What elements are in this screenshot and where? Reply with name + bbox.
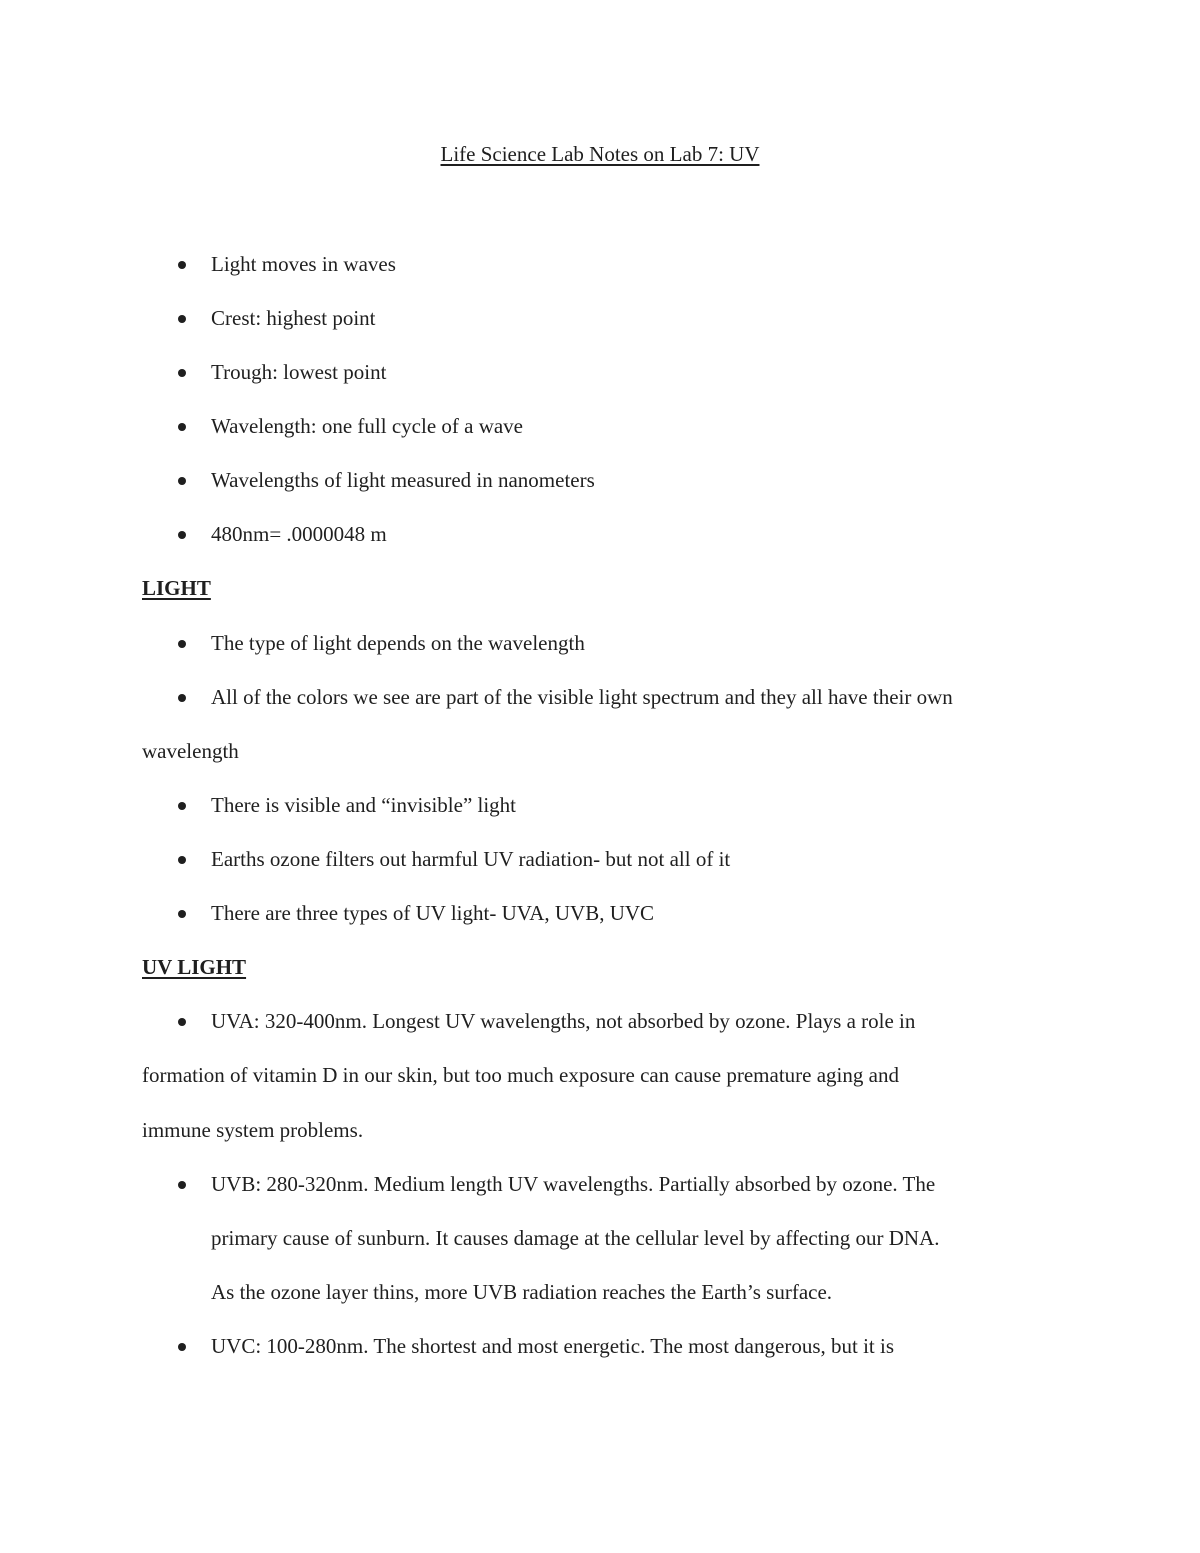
list-item: Earths ozone filters out harmful UV radiation- but not all of it	[211, 847, 731, 871]
list-item: The type of light depends on the wavelength	[211, 631, 585, 655]
list-item: UVB: 280-320nm. Medium length UV wavelengths. Partially absorbed by ozone. The	[211, 1172, 936, 1196]
list-item-continuation: primary cause of sunburn. It causes damage at the cellular level by affecting our DNA.	[211, 1226, 940, 1250]
list-item: 480nm= .0000048 m	[211, 522, 387, 546]
list-item: UVC: 100-280nm. The shortest and most energetic. The most dangerous, but it is	[211, 1334, 895, 1358]
bullet-dot	[178, 694, 186, 702]
bullet-dot	[178, 423, 186, 431]
bullet-dot	[178, 369, 186, 377]
bullet-dot	[178, 531, 186, 539]
list-item: There is visible and “invisible” light	[211, 793, 517, 817]
section-heading-uv-light: UV LIGHT	[142, 955, 247, 979]
bullet-dot	[178, 910, 186, 918]
list-item: Light moves in waves	[211, 252, 396, 276]
list-item: There are three types of UV light- UVA, UVB, UVC	[211, 901, 655, 925]
list-item-continuation: immune system problems.	[142, 1118, 364, 1142]
bullet-dot	[178, 477, 186, 485]
list-item: Crest: highest point	[211, 306, 376, 330]
list-item: UVA: 320-400nm. Longest UV wavelengths, not absorbed by ozone. Plays a role in	[211, 1009, 916, 1033]
bullet-dot	[178, 1343, 186, 1351]
bullet-dot	[178, 315, 186, 323]
page-title: Life Science Lab Notes on Lab 7: UV	[440, 142, 760, 166]
bullet-dot	[178, 640, 186, 648]
bullet-dot	[178, 802, 186, 810]
list-item: All of the colors we see are part of the visible light spectrum and they all have their own	[211, 685, 953, 709]
list-item-continuation: formation of vitamin D in our skin, but too much exposure can cause premature aging and	[142, 1063, 899, 1087]
list-item-continuation: As the ozone layer thins, more UVB radiation reaches the Earth’s surface.	[211, 1280, 833, 1304]
bullet-dot	[178, 1181, 186, 1189]
bullet-dot	[178, 1018, 186, 1026]
list-item: Wavelength: one full cycle of a wave	[211, 414, 524, 438]
list-item-continuation: wavelength	[142, 739, 239, 763]
list-item: Trough: lowest point	[211, 360, 387, 384]
bullet-dot	[178, 261, 186, 269]
section-heading-light: LIGHT	[142, 576, 211, 600]
list-item: Wavelengths of light measured in nanometers	[211, 468, 595, 492]
bullet-dot	[178, 856, 186, 864]
